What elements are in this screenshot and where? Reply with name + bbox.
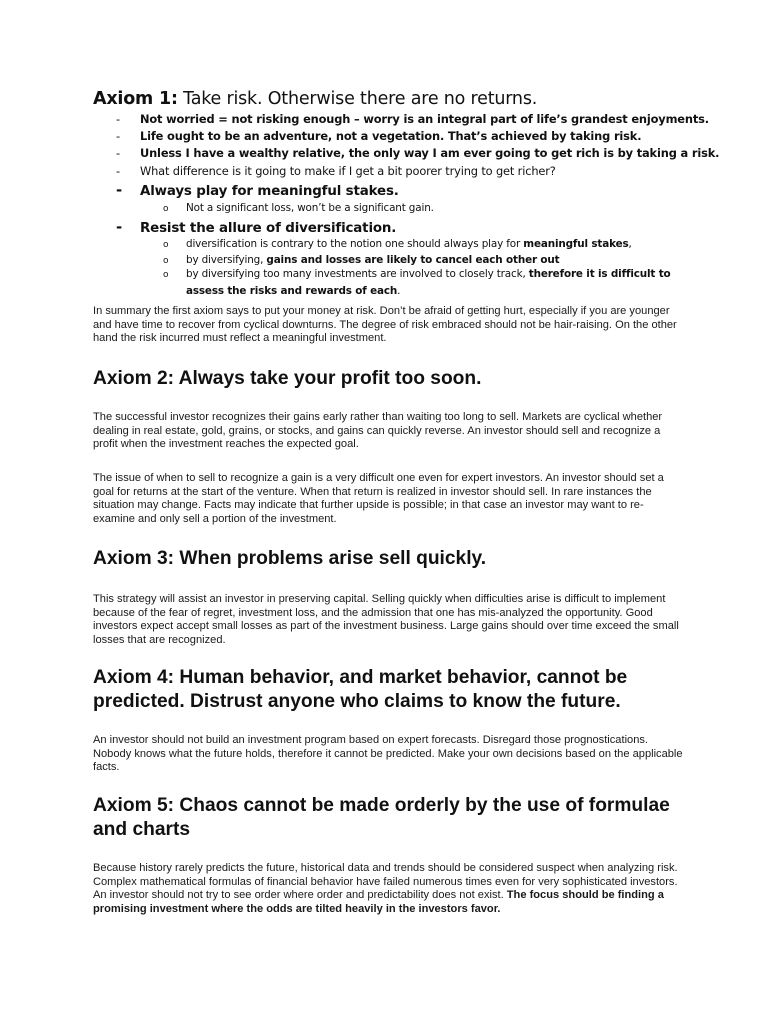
sub-list-item (163, 238, 632, 250)
list-item (116, 146, 719, 160)
sub-list-item (163, 268, 671, 280)
dash-marker: - (116, 146, 120, 160)
axiom-5-paragraph-1 (93, 862, 683, 916)
sub-list-item (163, 202, 434, 214)
dash-marker: - (116, 129, 120, 143)
list-item (116, 181, 399, 199)
dash-marker: - (116, 164, 120, 178)
axiom-2-paragraph-2: The issue of when to sell to recognize a gain is a very difficult one even for expert investors. An investor should set a goal for returns at the start of the venture. When that return is realized in investor should sell. In rare instances the situation may change. Facts may indicate that further upside is possible; in that case an investor may want to re-examine and only sell a portion of the investment. (93, 472, 664, 525)
axiom-2-title: Always take your profit too soon. (174, 368, 482, 389)
sub-bullet-bold: assess the risks and rewards of each (186, 285, 398, 297)
axiom-5-label: Axiom 5: (93, 795, 175, 816)
axiom-1-summary: In summary the first axiom says to put your money at risk. Don’t be afraid of getting hurt, especially if you are younger and have time to recover from cyclical downturns. The degree of risk embraced should not be hair-raising. On the other hand the risk incurred must reflect a meaningful investment. (93, 305, 677, 345)
axiom-2-paragraph-1: The successful investor recognizes their gains early rather than waiting too long to sell. Markets are cyclical whether dealing in real estate, gold, grains, or stocks, and gains can quickly reverse. An investor should sell and recognize a profit when the investment reaches the expected goal. (93, 411, 663, 451)
axiom-5-heading (93, 794, 693, 842)
bullet-text: Unless I have a wealthy relative, the only way I am ever going to get rich is by taking a risk. (140, 146, 720, 160)
sub-bullet-bold: therefore it is difficult to (528, 268, 671, 280)
sub-bullet-tail: , (628, 238, 632, 250)
circle-bullet-icon: o (163, 204, 169, 214)
axiom-5-title: Chaos cannot be made orderly by the use of formulae and charts (93, 795, 670, 840)
axiom-2-heading (93, 367, 693, 391)
bullet-text: Always play for meaningful stakes. (140, 184, 399, 199)
axiom-3-title: When problems arise sell quickly. (174, 548, 487, 569)
axiom-3-heading (93, 547, 693, 571)
axiom-4-label: Axiom 4: (93, 667, 175, 688)
circle-bullet-icon: o (163, 240, 169, 250)
circle-bullet-icon: o (163, 256, 169, 266)
axiom-5-paragraph-text: Because history rarely predicts the future, historical data and trends should be considered suspect when analyzing risk. Complex mathematical formulas of financial behavior have failed numerous times even for very sophisticated investors. An investor should not try to see order where order and predictability does not exist. (93, 862, 678, 902)
bullet-text: What difference is it going to make if I get a bit poorer trying to get richer? (140, 164, 556, 178)
list-item (116, 112, 709, 126)
list-item (116, 218, 396, 236)
list-item (116, 164, 556, 178)
sub-bullet-bold: gains and losses are likely to cancel each other out (266, 254, 560, 266)
sub-bullet-tail: . (397, 285, 401, 297)
sub-bullet-text: Not a significant loss, won’t be a significant gain. (186, 202, 434, 214)
axiom-4-title: Human behavior, and market behavior, cannot be predicted. Distrust anyone who claims to know the future. (93, 667, 628, 712)
bullet-text: Life ought to be an adventure, not a vegetation. That’s achieved by taking risk. (140, 129, 642, 143)
axiom-1-title: Take risk. Otherwise there are no returns. (177, 89, 538, 109)
axiom-5-paragraph-bold: The focus should be finding a promising investment where the odds are tilted heavily in the investors favor. (93, 889, 664, 915)
sub-list-item-continuation (186, 285, 400, 297)
axiom-1-label: Axiom 1: (93, 89, 178, 109)
dash-marker: - (116, 181, 123, 199)
sub-bullet-text: by diversifying, (186, 254, 267, 266)
axiom-4-heading (93, 666, 693, 714)
sub-bullet-text: diversification is contrary to the notion one should always play for (186, 238, 524, 250)
axiom-4-paragraph-1: An investor should not build an investment program based on expert forecasts. Disregard those prognostications. Nobody knows what the future holds, therefore it cannot be predicted. Make your own decisions based on the applicable facts. (93, 734, 683, 774)
axiom-3-paragraph-1: This strategy will assist an investor in preserving capital. Selling quickly when difficulties arise is difficult to implement because of the fear of regret, investment loss, and the admission that one has mis-analyzed the opportunity. Good investors expect accept small losses as part of the investment business. Large gains should over time exceed the small losses that are recognized. (93, 593, 679, 646)
axiom-1-heading (93, 89, 537, 109)
sub-bullet-text: by diversifying too many investments are involved to closely track, (186, 268, 529, 280)
sub-bullet-bold: meaningful stakes (523, 238, 629, 250)
sub-list-item (163, 254, 559, 266)
axiom-3-label: Axiom 3: (93, 548, 175, 569)
circle-bullet-icon: o (163, 270, 169, 280)
bullet-text: Resist the allure of diversification. (140, 221, 397, 236)
list-item (116, 129, 641, 143)
dash-marker: - (116, 112, 120, 126)
bullet-text: Not worried = not risking enough – worry is an integral part of life’s grandest enjoyments. (140, 112, 709, 126)
axiom-2-label: Axiom 2: (93, 368, 175, 389)
dash-marker: - (116, 218, 123, 236)
